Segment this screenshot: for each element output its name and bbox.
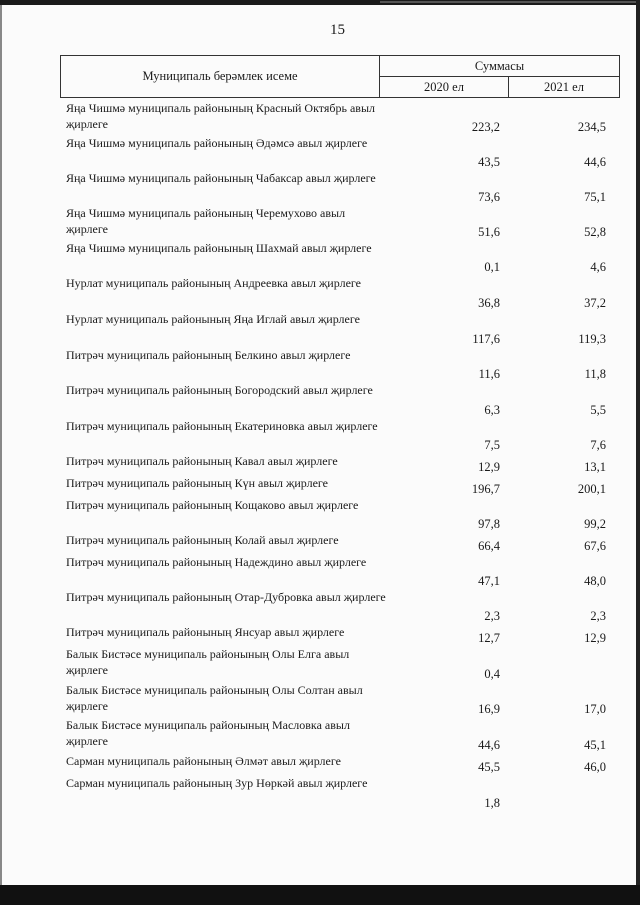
row-value-2020: 12,9 <box>478 460 500 474</box>
table-row <box>66 646 606 682</box>
row-value-2020: 6,3 <box>484 403 500 417</box>
row-value-2021: 200,1 <box>577 482 606 496</box>
table-row <box>66 475 606 497</box>
row-value-2021: 11,8 <box>584 367 606 381</box>
table-row <box>66 240 606 275</box>
row-value-2020: 43,5 <box>478 155 500 169</box>
header-year-2021: 2021 ел <box>544 79 584 94</box>
row-value-2021: 45,1 <box>584 738 606 752</box>
row-value-2021: 52,8 <box>584 225 606 239</box>
row-name: Питрәч муниципаль районының Надеждино авыл җирлеге <box>66 555 367 569</box>
row-name: Питрәч муниципаль районының Екатериновка авыл җирлеге <box>66 419 378 433</box>
row-value-2021: 67,6 <box>584 539 606 553</box>
row-value-2021: 2,3 <box>590 609 606 623</box>
table-row <box>66 382 606 418</box>
row-value-2020: 66,4 <box>478 539 500 553</box>
row-value-2020: 196,7 <box>471 482 500 496</box>
row-value-2020: 7,5 <box>484 438 500 452</box>
row-name: Балык Бистәсе муниципаль районының Масловка авыл җирлеге <box>66 718 350 748</box>
row-name: Яңа Чишмә муниципаль районының Шахмай авыл җирлеге <box>66 241 372 255</box>
table-header <box>60 55 620 98</box>
row-value-2020: 0,1 <box>484 260 500 274</box>
row-value-2020: 12,7 <box>478 631 500 645</box>
row-value-2020: 44,6 <box>478 738 500 752</box>
header-name-column: Муниципаль берәмлек исеме <box>61 56 380 97</box>
row-value-2020: 45,5 <box>478 760 500 774</box>
row-name: Балык Бистәсе муниципаль районының Олы Елга авыл җирлеге <box>66 647 350 677</box>
row-name: Сарман муниципаль районының Зур Нөркәй авыл җирлеге <box>66 776 368 790</box>
row-value-2020: 223,2 <box>471 120 500 134</box>
table-row <box>66 275 606 311</box>
row-value-2020: 51,6 <box>478 225 500 239</box>
row-value-2020: 47,1 <box>478 574 500 588</box>
row-name: Яңа Чишмә муниципаль районының Черемухово авыл җирлеге <box>66 206 346 236</box>
header-sums: Суммасы <box>380 56 619 77</box>
table-row <box>66 589 606 624</box>
row-value-2020: 0,4 <box>484 667 500 681</box>
table-row <box>66 624 606 646</box>
row-name: Питрәч муниципаль районының Белкино авыл җирлеге <box>66 348 351 362</box>
row-value-2021: 4,6 <box>590 260 606 274</box>
row-value-2021: 46,0 <box>584 760 606 774</box>
table-row <box>66 170 606 205</box>
row-name: Яңа Чишмә муниципаль районының Красный Октябрь авыл җирлеге <box>66 101 375 131</box>
row-value-2020: 1,8 <box>484 796 500 810</box>
header-year-2020: 2020 ел <box>380 77 509 97</box>
row-value-2020: 117,6 <box>472 332 500 346</box>
page-number: 15 <box>330 22 345 38</box>
row-name: Питрәч муниципаль районының Күн авыл җирлеге <box>66 476 329 490</box>
row-value-2020: 97,8 <box>478 517 500 531</box>
row-name: Сарман муниципаль районының Әлмәт авыл җирлеге <box>66 754 341 768</box>
row-name: Яңа Чишмә муниципаль районының Әдәмсә авыл җирлеге <box>66 136 368 150</box>
table-row <box>66 453 606 475</box>
row-value-2021: 119,3 <box>578 332 606 346</box>
row-value-2021: 7,6 <box>590 438 606 452</box>
row-value-2020: 2,3 <box>484 609 500 623</box>
table-row <box>66 497 606 532</box>
row-value-2021: 13,1 <box>584 460 606 474</box>
row-value-2021: 75,1 <box>584 190 606 204</box>
table-row <box>66 100 606 135</box>
row-name: Питрәч муниципаль районының Богородский авыл җирлеге <box>66 383 373 397</box>
row-value-2021: 5,5 <box>590 403 606 417</box>
row-value-2021: 37,2 <box>584 296 606 310</box>
row-name: Яңа Чишмә муниципаль районының Чабаксар авыл җирлеге <box>66 171 376 185</box>
row-value-2021: 12,9 <box>584 631 606 645</box>
row-name: Балык Бистәсе муниципаль районының Олы Солтан авыл җирлеге <box>66 683 363 713</box>
row-name: Питрәч муниципаль районының Янсуар авыл җирлеге <box>66 625 345 639</box>
row-value-2020: 16,9 <box>478 702 500 716</box>
row-value-2020: 11,6 <box>478 367 500 381</box>
table-row <box>66 554 606 589</box>
row-value-2020: 36,8 <box>478 296 500 310</box>
row-name: Питрәч муниципаль районының Кощаково авыл җирлеге <box>66 498 359 512</box>
row-value-2021: 48,0 <box>584 574 606 588</box>
row-name: Питрәч муниципаль районының Колай авыл җирлеге <box>66 533 339 547</box>
scan-edge-left <box>0 0 2 905</box>
row-value-2021: 234,5 <box>577 120 606 134</box>
table-row <box>66 347 606 382</box>
table-row <box>66 418 606 453</box>
table-row <box>66 205 606 240</box>
table-row <box>66 532 606 554</box>
row-name: Нурлат муниципаль районының Андреевка авыл җирлеге <box>66 276 361 290</box>
table-row <box>66 135 606 170</box>
table-row <box>66 682 606 717</box>
table-body <box>66 100 606 811</box>
row-value-2020: 73,6 <box>478 190 500 204</box>
table-row <box>66 775 606 811</box>
scan-edge-right <box>636 0 640 905</box>
row-name: Питрәч муниципаль районының Отар-Дубровка авыл җирлеге <box>66 590 386 604</box>
row-name: Нурлат муниципаль районының Яңа Иглай авыл җирлеге <box>66 312 360 326</box>
row-value-2021: 17,0 <box>584 702 606 716</box>
row-value-2021: 44,6 <box>584 155 606 169</box>
scan-line-top <box>380 1 636 3</box>
table-row <box>66 717 606 753</box>
table-row <box>66 753 606 775</box>
table-row <box>66 311 606 347</box>
row-name: Питрәч муниципаль районының Кавал авыл җирлеге <box>66 454 338 468</box>
row-value-2021: 99,2 <box>584 517 606 531</box>
scan-edge-bottom <box>0 885 640 905</box>
